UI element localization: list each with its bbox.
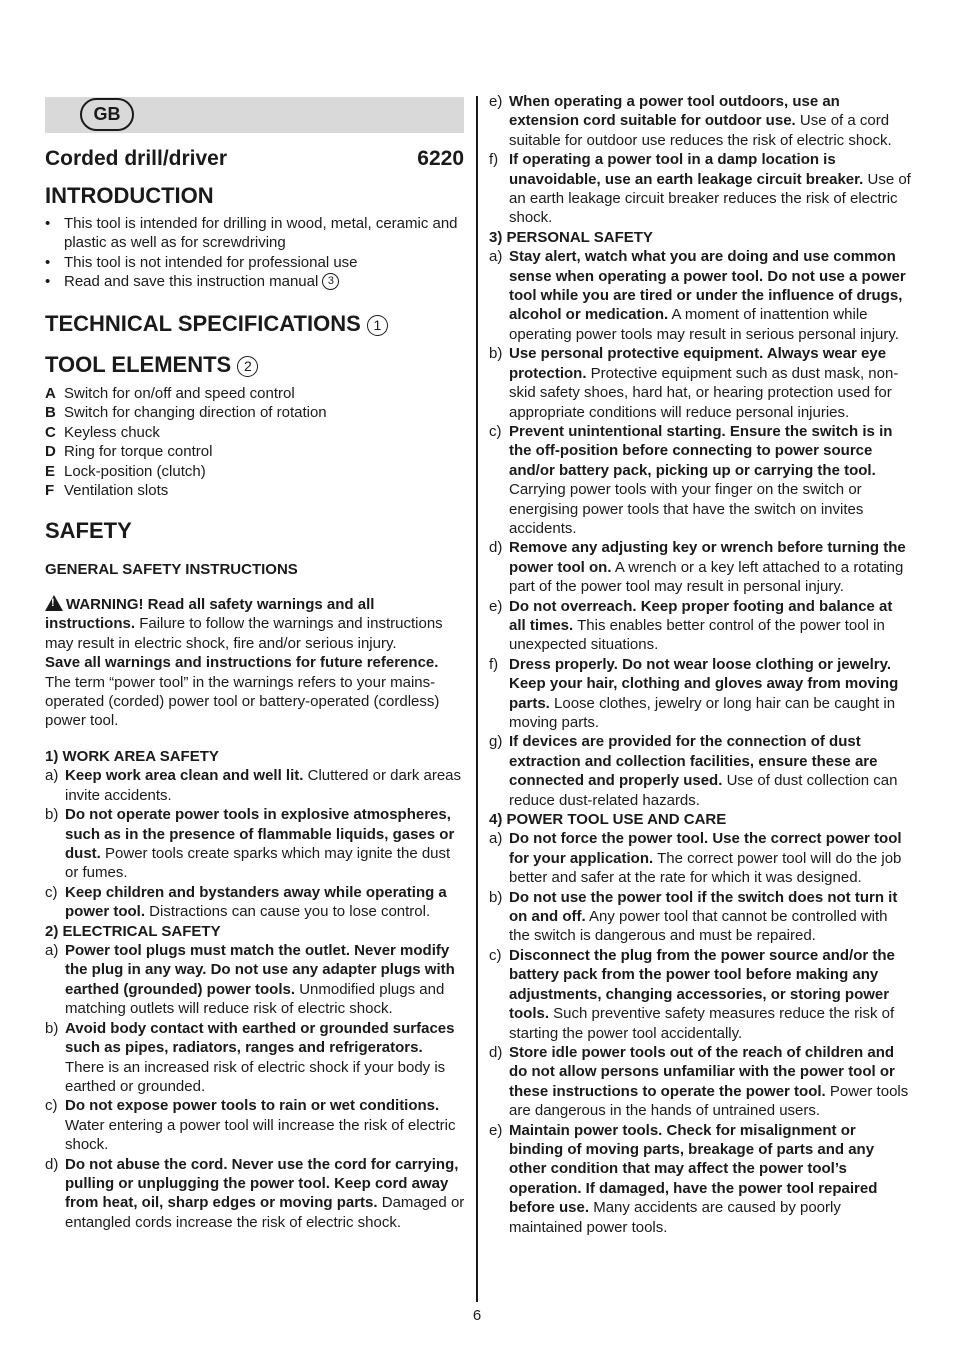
safety-item-bold: If devices are provided for the connection of dust extraction and collection facilities, ensure these are connected and properly used.	[509, 733, 878, 790]
safety-item-bold: Do not abuse the cord. Never use the cord for carrying, pulling or unplugging the power tool. Keep cord away from heat, oil, sharp edges or moving parts.	[65, 1155, 459, 1212]
safety-item-bold: If operating a power tool in a damp location is unavoidable, use an earth leakage circuit breaker.	[509, 151, 864, 188]
element-key: F	[45, 482, 55, 500]
intro-bullet	[45, 272, 465, 291]
safety-item-bold: Disconnect the plug from the power source and/or the battery pack from the power tool before making any adjustments, changing accessories, or storing power tools.	[509, 946, 895, 1023]
product-model: 6220	[417, 147, 464, 170]
safety-item-label: e)	[489, 1121, 503, 1139]
safety-item-label: c)	[45, 883, 58, 901]
tool-element-item	[45, 462, 465, 481]
left-safety-sections	[45, 747, 465, 1232]
safety-item	[45, 1096, 465, 1154]
intro-bullet: • This tool is not intended for professional use	[45, 253, 465, 272]
intro-bullets	[45, 214, 465, 292]
tool-element-item	[45, 442, 465, 461]
warning-text: Failure to follow the warnings and instructions may result in electric shock, fire and/or serious injury.	[45, 615, 443, 652]
safety-item	[45, 941, 465, 1019]
safety-item-label: e)	[489, 597, 503, 615]
safety-item	[45, 805, 465, 883]
safety-item-text: There is an increased risk of electric shock if your body is earthed or grounded.	[65, 1058, 446, 1095]
language-badge: GB	[80, 98, 134, 131]
safety-item	[489, 1121, 911, 1237]
intro-heading: INTRODUCTION	[45, 183, 214, 208]
product-name: Corded drill/driver	[45, 147, 228, 170]
safety-item-text: Cluttered or dark areas invite accidents.	[65, 767, 462, 804]
element-key: A	[45, 385, 56, 402]
safety-item	[45, 1155, 465, 1233]
tool-elements-heading	[45, 352, 258, 378]
intro-bullet: • This tool is intended for drilling in wood, metal, ceramic and plastic as well as for screwdriving	[45, 214, 465, 253]
safety-item-text: Water entering a power tool will increase the risk of electric shock.	[65, 1116, 456, 1154]
safety-item-label: b)	[489, 345, 503, 363]
safety-item-bold: Do not operate power tools in explosive atmospheres, such as in the presence of flammable liquids, gases or dust.	[65, 806, 455, 863]
safety-item-text: Power tools create sparks which may ignite the dust or fumes.	[65, 845, 451, 882]
safety-item-bold: Stay alert, watch what you are doing and use common sense when operating a power tool. Do not use a power tool while you are tired or under the influence of drugs, alcohol or medication.	[509, 248, 906, 324]
safety-item-text: Damaged or entangled cords increase the risk of electric shock.	[65, 1194, 465, 1231]
element-key: B	[45, 404, 56, 422]
general-safety-subheading: GENERAL SAFETY INSTRUCTIONS	[45, 561, 298, 578]
safety-section-title: 1) WORK AREA SAFETY	[45, 748, 219, 765]
safety-item-bold: When operating a power tool outdoors, use an extension cord suitable for outdoor use.	[509, 93, 840, 130]
warning-bold: WARNING! Read all safety warnings and all instructions.	[45, 596, 375, 633]
safety-item-bold: Power tool plugs must match the outlet. Never modify the plug in any way. Do not use any adapter plugs with earthed (grounded) power tools.	[65, 942, 455, 998]
safety-item	[45, 883, 465, 922]
safety-item	[489, 829, 911, 887]
safety-item-text: Any power tool that cannot be controlled with the switch is dangerous and must be repaired.	[509, 908, 888, 945]
safety-item-label: f)	[489, 655, 499, 673]
safety-item-bold: Do not use the power tool if the switch does not turn it on and off.	[509, 888, 898, 926]
safety-item-bold: Do not overreach. Keep proper footing and balance at all times.	[509, 597, 893, 634]
safety-item-text: Power tools are dangerous in the hands of untrained users.	[509, 1082, 909, 1120]
tech-specs-title: TECHNICAL SPECIFICATIONS	[45, 311, 361, 336]
product-title	[45, 146, 465, 172]
safety-item-bold: Do not expose power tools to rain or wet conditions.	[65, 1097, 440, 1115]
safety-item-text: Distractions can cause you to lose control.	[149, 903, 431, 921]
safety-item-bold: Keep work area clean and well lit.	[65, 767, 304, 785]
safety-section-title: 3) PERSONAL SAFETY	[489, 228, 653, 246]
tech-specs-heading	[45, 311, 388, 337]
element-key: D	[45, 443, 56, 461]
safety-item-label: g)	[489, 733, 503, 751]
tool-element-item	[45, 423, 465, 442]
warning-paragraph	[45, 595, 465, 731]
safety-item-text: A wrench or a key left attached to a rotating part of the power tool may result in personal injury.	[509, 558, 904, 596]
safety-item-bold: Store idle power tools out of the reach of children and do not allow persons unfamiliar with the power tool or these instructions to operate the power tool.	[509, 1043, 895, 1100]
safety-item-label: c)	[489, 422, 502, 440]
tool-elements-title: TOOL ELEMENTS	[45, 352, 232, 377]
safety-item	[489, 538, 911, 596]
safety-item-label: d)	[45, 1155, 59, 1173]
safety-item	[489, 732, 911, 810]
element-key: E	[45, 462, 56, 480]
safety-item	[489, 946, 911, 1043]
element-text: Switch for on/off and speed control	[64, 385, 295, 402]
safety-item-bold: Remove any adjusting key or wrench before turning the power tool on.	[509, 539, 906, 576]
safety-item-label: a)	[489, 248, 503, 266]
safety-item	[489, 92, 911, 150]
safety-item-bold: Dress properly. Do not wear loose clothing or jewelry. Keep your hair, clothing and gloves away from moving parts.	[509, 655, 899, 712]
intro-bullet-text: Read and save this instruction manual	[64, 273, 319, 291]
element-text: Switch for changing direction of rotation	[64, 404, 327, 422]
safety-item	[489, 1043, 911, 1121]
element-text: Lock-position (clutch)	[64, 462, 206, 480]
safety-item-label: b)	[45, 1019, 59, 1037]
element-text: Keyless chuck	[64, 423, 160, 441]
safety-item	[489, 422, 911, 538]
safety-item-bold: Keep children and bystanders away while operating a power tool.	[65, 883, 447, 921]
safety-section-title: 2) ELECTRICAL SAFETY	[45, 922, 221, 940]
figure-ref-icon: 1	[367, 315, 388, 336]
safety-item-label: c)	[45, 1097, 58, 1115]
safety-item-bold: Prevent unintentional starting. Ensure the switch is in the off-position before connecting to power source and/or battery pack, picking up or carrying the tool.	[509, 422, 893, 479]
safety-item-label: a)	[489, 830, 503, 848]
safety-item-label: a)	[45, 767, 59, 785]
safety-item-text: Many accidents are caused by poorly maintained power tools.	[509, 1199, 841, 1236]
tool-element-item	[45, 384, 465, 403]
safety-item-bold: Use personal protective equipment. Always wear eye protection.	[509, 345, 887, 382]
safety-item	[489, 150, 911, 228]
safety-item	[489, 247, 911, 344]
safety-item	[45, 1019, 465, 1097]
safety-item-label: b)	[45, 806, 59, 824]
safety-item-label: e)	[489, 93, 503, 110]
save-instructions-text: The term “power tool” in the warnings refers to your mains-operated (corded) power tool or battery-operated (cordless) power tool.	[45, 673, 440, 730]
safety-section-title: 4) POWER TOOL USE AND CARE	[489, 811, 727, 829]
figure-ref-icon: 2	[237, 356, 258, 377]
safety-item	[489, 597, 911, 655]
element-text: Ring for torque control	[64, 443, 213, 461]
safety-item-text: Such preventive safety measures reduce the risk of starting the power tool accidentally.	[509, 1005, 895, 1042]
safety-item-text: Use of dust collection can reduce dust-related hazards.	[509, 772, 898, 809]
safety-item-label: c)	[489, 946, 502, 964]
tool-element-item	[45, 481, 465, 500]
safety-item	[45, 766, 465, 805]
safety-item-text: Carrying power tools with your finger on the switch or energising power tools that have the switch on invites accidents.	[509, 481, 864, 537]
safety-item-text: This enables better control of the power tool in unexpected situations.	[509, 616, 885, 654]
safety-item-label: d)	[489, 1043, 503, 1061]
warning-triangle-icon	[45, 595, 63, 611]
right-safety-sections	[489, 92, 911, 1237]
column-divider	[476, 96, 478, 1302]
safety-item-text: A moment of inattention while operating power tools may result in serious personal injury.	[509, 306, 899, 343]
safety-item	[489, 344, 911, 422]
safety-item-text: Protective equipment such as dust mask, non-skid safety shoes, hard hat, or hearing protection used for appropriate conditions will reduce personal injuries.	[509, 364, 899, 421]
safety-item	[489, 655, 911, 733]
language-bar	[45, 97, 464, 133]
safety-item-bold: Do not force the power tool. Use the correct power tool for your application.	[509, 830, 902, 867]
save-instructions-bold: Save all warnings and instructions for future reference.	[45, 654, 439, 672]
safety-item-text: The correct power tool will do the job better and safer at the rate for which it was designed.	[509, 849, 902, 887]
element-text: Ventilation slots	[64, 482, 169, 500]
safety-item-bold: Maintain power tools. Check for misalignment or binding of moving parts, breakage of parts and any other condition that may affect the power tool’s operation. If damaged, have the power tool repaired before use.	[509, 1121, 878, 1217]
safety-item-label: f)	[489, 151, 499, 169]
safety-item-text: Use of a cord suitable for outdoor use reduces the risk of electric shock.	[509, 112, 892, 149]
safety-item-label: b)	[489, 888, 503, 906]
safety-item-text: Unmodified plugs and matching outlets will reduce risk of electric shock.	[65, 980, 445, 1018]
tool-element-item	[45, 403, 465, 422]
safety-item-text: Use of an earth leakage circuit breaker reduces the risk of electric shock.	[509, 170, 911, 227]
safety-item	[489, 888, 911, 946]
page-number: 6	[472, 1307, 482, 1324]
element-key: C	[45, 423, 56, 441]
safety-item-label: a)	[45, 942, 59, 960]
tool-elements-list	[45, 384, 465, 500]
safety-item-text: Loose clothes, jewelry or long hair can be caught in moving parts.	[509, 694, 896, 731]
safety-heading: SAFETY	[45, 518, 132, 543]
safety-item-bold: Avoid body contact with earthed or grounded surfaces such as pipes, radiators, ranges and refrigerators.	[65, 1019, 455, 1057]
safety-item-label: d)	[489, 539, 503, 557]
figure-ref-icon: 3	[322, 273, 339, 290]
